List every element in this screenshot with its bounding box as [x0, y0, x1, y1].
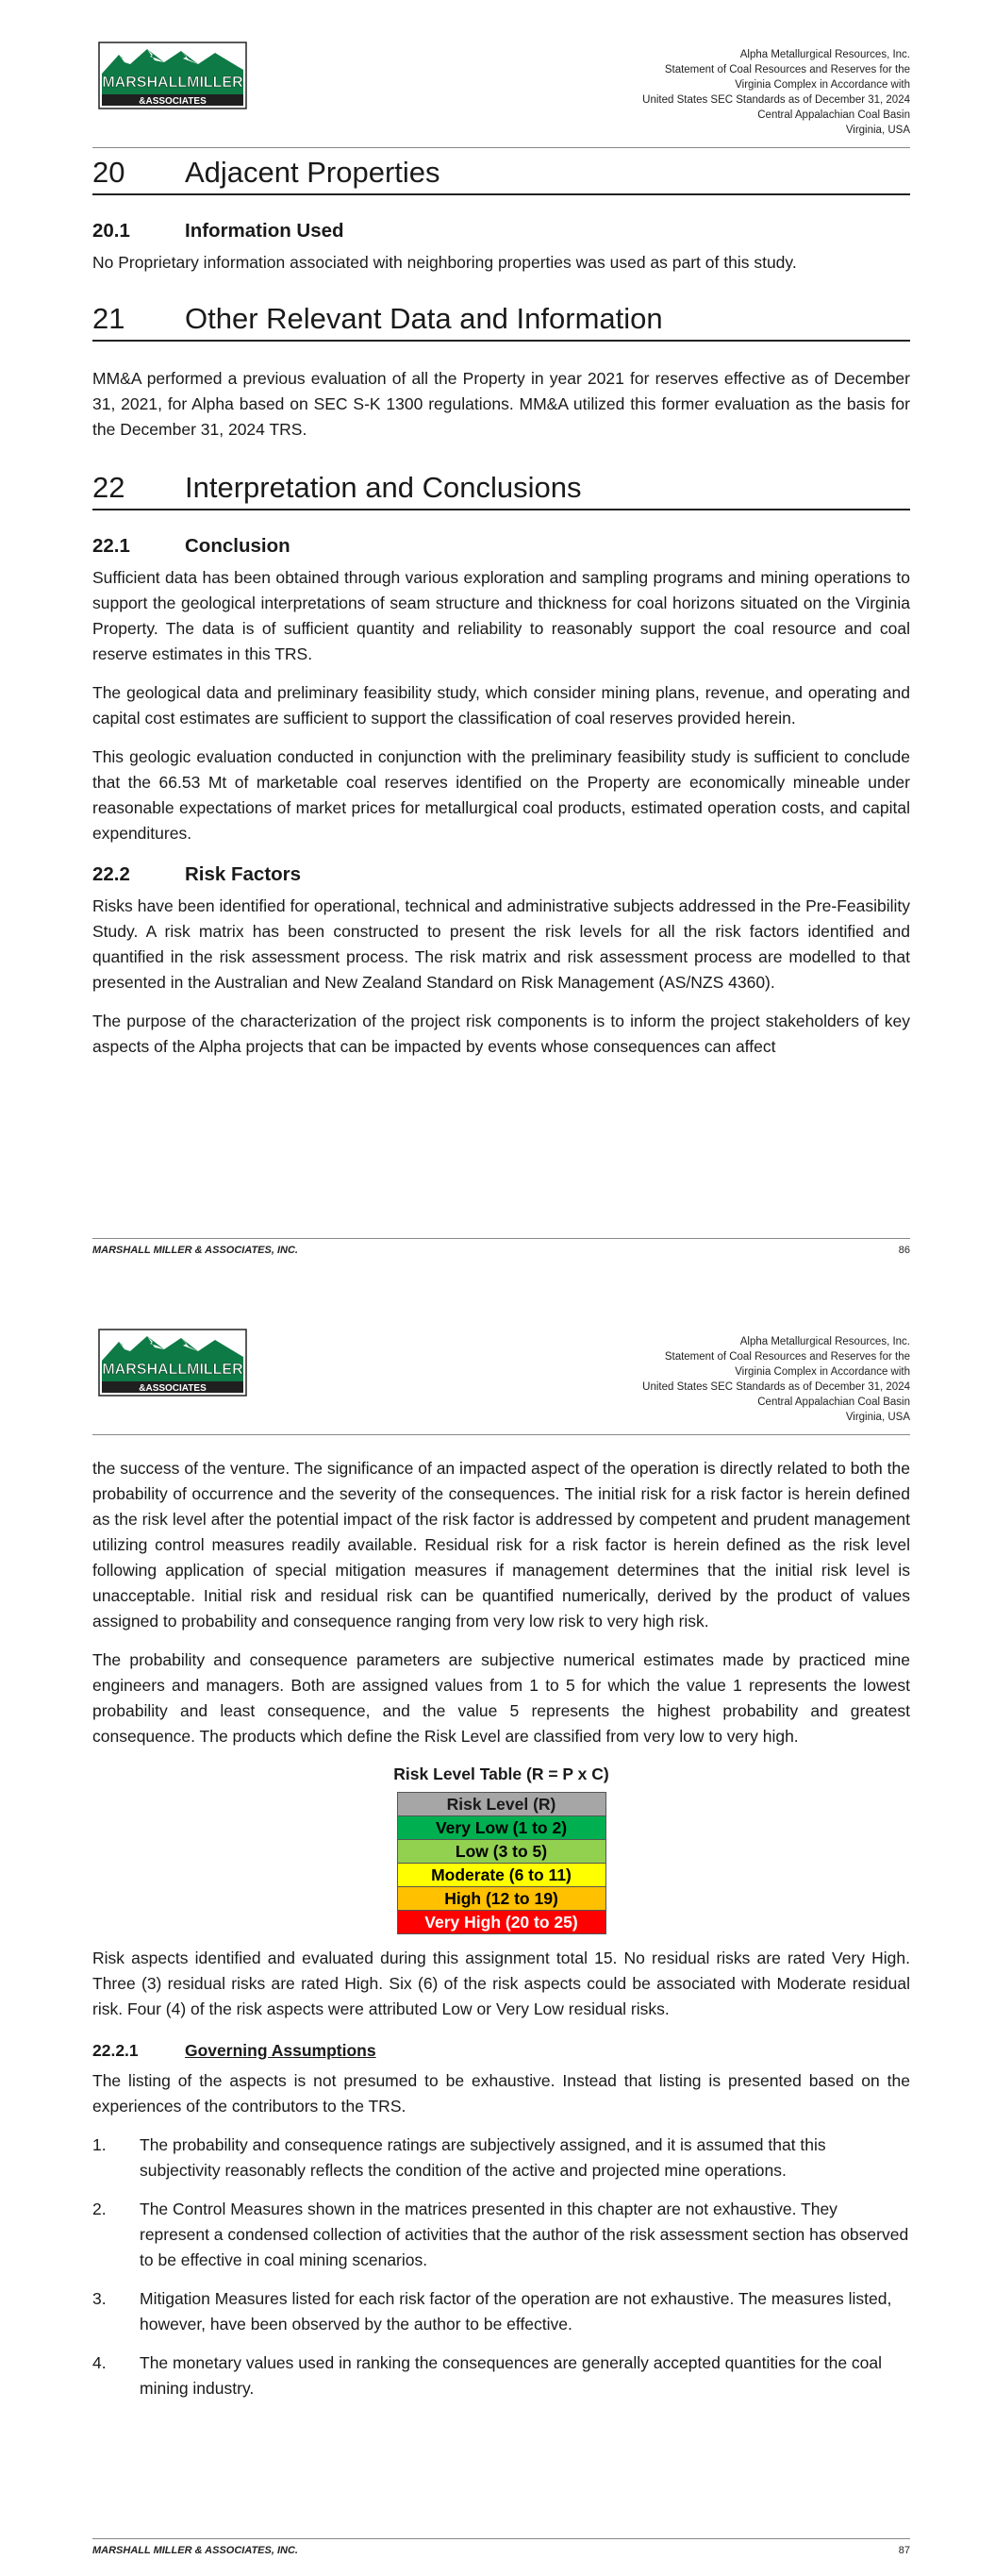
subsection-number: 22.2.1 [92, 2041, 139, 2060]
paragraph: The listing of the aspects is not presumed to be exhaustive. Instead that listing is presented based on the experiences of the contributors to the TRS. [92, 2071, 910, 2116]
header-text [642, 1334, 910, 1425]
header-divider [92, 1434, 910, 1435]
subsection-number: 22.2 [92, 863, 130, 885]
list-item [92, 2133, 910, 2183]
paragraph: This geologic evaluation conducted in conjunction with the preliminary feasibility study is sufficient to conclude that the 66.53 Mt of marketable coal reserves identified on the Property are economically mineable under reasonable expectations of market prices for metallurgical coal products, estimated operation costs, and capital expenditures. [92, 747, 910, 843]
risk-table-header: Risk Level (R) [397, 1793, 605, 1816]
list-item [92, 2286, 910, 2337]
list-text: The monetary values used in ranking the consequences are generally accepted quantities for the coal mining industry. [140, 2353, 883, 2398]
page-footer [92, 1238, 910, 1256]
risk-row-very-high: Very High (20 to 25) [397, 1911, 605, 1934]
paragraph: MM&A performed a previous evaluation of all the Property in year 2021 for reserves effective as of December 31, 2021, for Alpha based on SEC S-K 1300 regulations. MM&A utilized this former evaluation as the basis for the December 31, 2024 TRS. [92, 369, 910, 439]
paragraph: Sufficient data has been obtained through various exploration and sampling programs and mining operations to support the geological interpretations of seam structure and thickness for coal horizons situated on the Virginia Property. The data is of sufficient quantity and reliability to reasonably support the coal resource and coal reserve estimates in this TRS. [92, 568, 910, 663]
risk-row-very-low: Very Low (1 to 2) [397, 1816, 605, 1840]
header-line: Alpha Metallurgical Resources, Inc. [739, 49, 910, 60]
list-text: The Control Measures shown in the matrices presented in this chapter are not exhaustive. They represent a condensed collection of activities that the author of the risk assessment section has observed to be effective in coal mining scenarios. [140, 2200, 909, 2269]
header-text [642, 47, 910, 138]
subsection-title: Governing Assumptions [185, 2041, 376, 2060]
company-logo [98, 42, 247, 109]
header-line: Virginia, USA [845, 125, 910, 136]
footer-company: MARSHALL MILLER & ASSOCIATES, INC. [92, 1245, 298, 1256]
subsection-title: Risk Factors [185, 863, 302, 885]
list-text: The probability and consequence ratings are subjectively assigned, and it is assumed that this subjectivity reasonably reflects the condition of the active and projected mine operations. [140, 2135, 826, 2180]
subsection-title: Information Used [185, 220, 344, 242]
section-number: 20 [92, 156, 125, 189]
risk-level-table [397, 1792, 606, 1934]
page-number: 87 [898, 2545, 910, 2556]
section-heading-21 [92, 302, 910, 342]
list-item [92, 2197, 910, 2273]
risk-row-high: High (12 to 19) [397, 1887, 605, 1911]
section-number: 22 [92, 471, 125, 504]
section-heading-22 [92, 471, 910, 510]
section-title: Interpretation and Conclusions [185, 471, 582, 504]
subsection-title: Conclusion [185, 535, 290, 557]
risk-table-title: Risk Level Table (R = P x C) [393, 1765, 609, 1783]
header-line: United States SEC Standards as of December 31, 2024 [642, 94, 910, 106]
subsection-heading-22-2 [92, 863, 910, 886]
logo-subtext: &ASSOCIATES [139, 1383, 207, 1394]
risk-row-moderate: Moderate (6 to 11) [397, 1864, 605, 1887]
header-divider [92, 147, 910, 148]
list-number: 2. [92, 2200, 107, 2218]
page-number: 86 [898, 1245, 910, 1256]
paragraph: The probability and consequence parameters are subjective numerical estimates made by practiced mine engineers and managers. Both are assigned values from 1 to 5 for which the value 1 represents the lowest probability and least consequence, and the value 5 represents the highest probability and greatest consequence. The products which define the Risk Level are classified from very low to very high. [92, 1650, 910, 1746]
page-87 [0, 1321, 995, 2576]
paragraph: No Proprietary information associated with neighboring properties was used as part of this study. [92, 253, 797, 272]
paragraph: the success of the venture. The significance of an impacted aspect of the operation is directly related to both the probability of occurrence and the severity of the consequences. The initial risk for a risk factor is herein defined as the risk level after the potential impact of the risk factor is addressed by competent and prudent management utilizing control measures readily available. Residual risk for a risk factor is herein defined as the risk level following application of special mitigation measures if management determines that the initial risk level is unacceptable. Initial risk and residual risk can be quantified numerically, derived by the product of values assigned to probability and consequence ranging from very low risk to very high risk. [92, 1459, 910, 1631]
header-line: Central Appalachian Coal Basin [757, 109, 910, 121]
list-text: Mitigation Measures listed for each risk factor of the operation are not exhaustive. The measures listed, however, have been observed by the author to be effective. [140, 2289, 892, 2333]
header-line: Alpha Metallurgical Resources, Inc. [739, 1336, 910, 1347]
list-number: 1. [92, 2135, 107, 2154]
header-line: United States SEC Standards as of December 31, 2024 [642, 1381, 910, 1393]
header-line: Virginia Complex in Accordance with [735, 1366, 910, 1378]
section-heading-20 [92, 156, 910, 195]
subsection-number: 22.1 [92, 535, 130, 557]
header-line: Central Appalachian Coal Basin [757, 1397, 910, 1408]
list-number: 4. [92, 2353, 107, 2372]
list-item [92, 2350, 910, 2401]
header-line: Statement of Coal Resources and Reserves for the [664, 64, 910, 75]
paragraph: Risks have been identified for operational, technical and administrative subjects addressed in the Pre-Feasibility Study. A risk matrix has been constructed to present the risk levels for all the risk factors identified and quantified in the risk assessment process. The risk matrix and risk assessment process are modelled to that presented in the Australian and New Zealand Standard on Risk Management (AS/NZS 4360). [92, 896, 910, 992]
header-line: Virginia Complex in Accordance with [735, 79, 910, 91]
list-number: 3. [92, 2289, 107, 2308]
page-footer [92, 2538, 910, 2556]
risk-level-table-block [92, 1765, 910, 1934]
footer-company: MARSHALL MILLER & ASSOCIATES, INC. [92, 2545, 298, 2556]
subsection-heading-22-2-1 [92, 2041, 910, 2061]
paragraph: The geological data and preliminary feasibility study, which consider mining plans, revenue, and operating and capital cost estimates are sufficient to support the classification of coal reserves provided herein. [92, 683, 910, 728]
page-content [92, 1456, 910, 2401]
paragraph: The purpose of the characterization of the project risk components is to inform the project stakeholders of key aspects of the Alpha projects that can be impacted by events whose consequences can affect [92, 1012, 910, 1056]
page-content [92, 156, 910, 1060]
logo-wordmark: MARSHALLMILLER [102, 75, 243, 91]
header-line: Virginia, USA [845, 1412, 910, 1423]
logo-subtext: &ASSOCIATES [139, 96, 207, 107]
company-logo [98, 1329, 247, 1397]
assumptions-list [92, 2133, 910, 2401]
subsection-heading-22-1 [92, 535, 910, 558]
page-header [92, 1325, 910, 1436]
section-number: 21 [92, 302, 125, 335]
page-header [92, 38, 910, 149]
logo-wordmark: MARSHALLMILLER [102, 1362, 243, 1378]
risk-row-low: Low (3 to 5) [397, 1840, 605, 1864]
subsection-heading-20-1 [92, 220, 910, 243]
section-title: Adjacent Properties [185, 156, 440, 189]
subsection-number: 20.1 [92, 220, 130, 242]
paragraph: Risk aspects identified and evaluated during this assignment total 15. No residual risks are rated Very High. Three (3) residual risks are rated High. Six (6) of the risk aspects could be associated with Moderate residual risk. Four (4) of the risk aspects were attributed Low or Very Low residual risks. [92, 1949, 910, 2018]
section-title: Other Relevant Data and Information [185, 302, 663, 335]
header-line: Statement of Coal Resources and Reserves for the [664, 1351, 910, 1363]
